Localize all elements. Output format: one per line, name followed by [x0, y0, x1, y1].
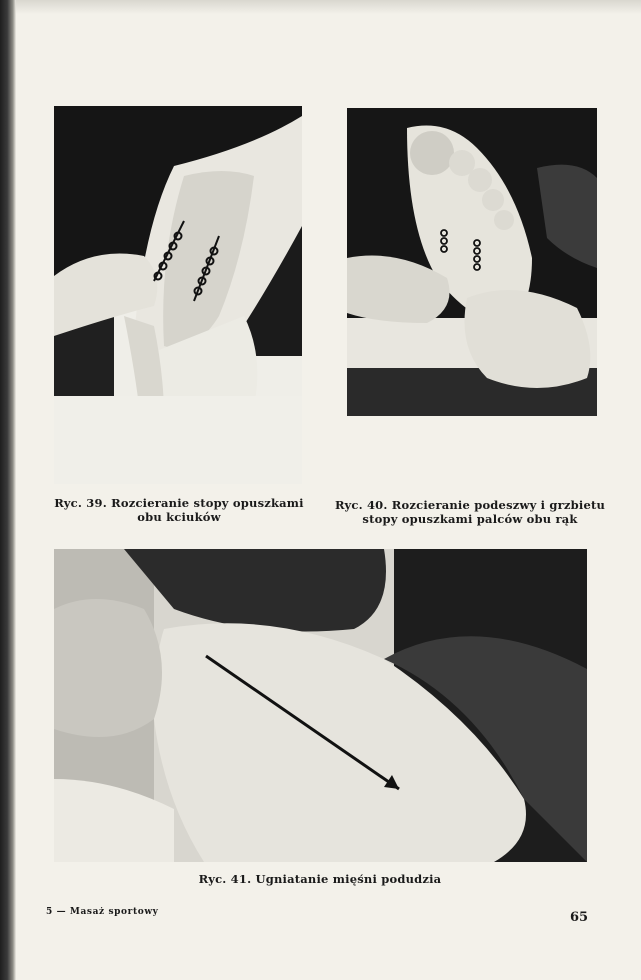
figure-41-caption-line1: Ryc. 41. Ugniatanie mięśni podudzia — [198, 872, 442, 886]
running-footer: 5 — Masaż sportowy — [46, 907, 159, 917]
figure-39-caption — [50, 496, 308, 524]
figure-40-caption — [334, 498, 606, 526]
figure-40-photo — [347, 108, 597, 416]
page-number: 65 — [570, 910, 589, 925]
figure-39-caption-line1: Ryc. 39. Rozcieranie stopy opuszkami — [54, 496, 304, 510]
figure-39-caption-line2: obu kciuków — [137, 510, 221, 524]
book-spine-shadow — [0, 0, 16, 980]
figure-40-caption-line2: stopy opuszkami palców obu rąk — [362, 512, 578, 526]
figure-40-caption-line1: Ryc. 40. Rozcieranie podeszwy i grzbietu — [334, 498, 606, 512]
figure-41-photo — [54, 549, 587, 862]
page-top-shadow — [16, 0, 641, 14]
figure-41-caption — [160, 872, 480, 886]
figure-39-photo — [54, 106, 302, 484]
